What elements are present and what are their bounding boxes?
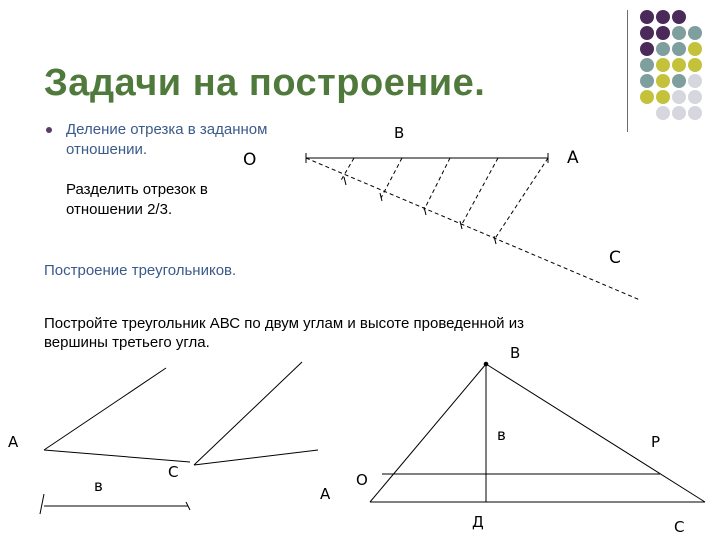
- ray-oc: [306, 158, 640, 300]
- task2-text-line2: вершины третьего угла.: [44, 334, 210, 351]
- label-point-o-triangle: О: [356, 471, 368, 489]
- vertex-b-point: [484, 362, 488, 366]
- section-heading: Построение треугольников.: [44, 262, 237, 279]
- task2-text-line1: Постройте треугольник АВС по двум углам и высоте проведенной из: [44, 315, 524, 332]
- label-vertex-b: В: [510, 344, 521, 362]
- triangle-side-ba: [370, 364, 486, 502]
- given-angles-figure: [40, 362, 318, 514]
- angle-a-ray-1: [44, 368, 166, 450]
- ray-tick-4: [460, 221, 462, 229]
- label-angle-a-second: А: [320, 485, 331, 503]
- slide-title: Задачи на построение.: [44, 62, 486, 104]
- bullet-text-line1: Деление отрезка в заданном: [66, 121, 268, 138]
- label-point-b: В: [394, 124, 405, 142]
- label-point-c: С: [609, 248, 621, 268]
- parallel-line-4: [462, 158, 498, 224]
- label-vertex-c: С: [674, 518, 685, 536]
- height-tick-left: [40, 494, 44, 514]
- label-height-v-triangle: в: [497, 426, 506, 444]
- angle-c-ray-2: [194, 450, 318, 465]
- task-text-line2: отношении 2/3.: [66, 201, 173, 218]
- parallel-line-5: [494, 158, 548, 240]
- label-point-o: О: [243, 150, 257, 170]
- segment-division-figure: [306, 153, 640, 300]
- bullet-text-line2: отношении.: [66, 141, 148, 158]
- label-point-d: Д: [472, 513, 484, 531]
- parallel-line-3: [424, 158, 450, 210]
- triangle-side-bc: [486, 364, 705, 502]
- label-angle-a: А: [8, 433, 19, 451]
- angle-a-ray-2: [44, 450, 190, 462]
- parallel-line-2: [381, 158, 402, 198]
- label-point-a: А: [567, 148, 579, 168]
- label-angle-c: С: [168, 463, 179, 481]
- label-point-p: Р: [651, 433, 661, 451]
- angle-c-ray-1: [194, 362, 302, 465]
- parallel-line-1: [340, 158, 354, 182]
- task-text-line1: Разделить отрезок в: [66, 181, 208, 198]
- label-height-v: в: [94, 477, 103, 495]
- ray-tick-1: [344, 177, 346, 185]
